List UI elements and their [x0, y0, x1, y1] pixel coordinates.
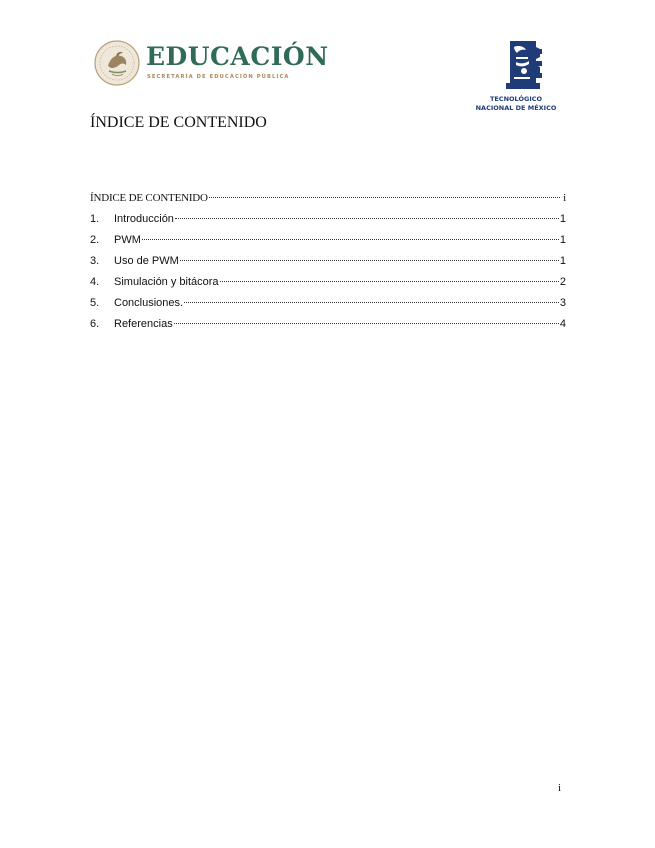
- toc-entry-number: 2.: [90, 234, 100, 246]
- toc-entry-number: 5.: [90, 297, 100, 309]
- toc-entry[interactable]: [90, 209, 566, 230]
- toc-entry[interactable]: [90, 230, 566, 251]
- toc-entry-number: 4.: [90, 276, 100, 288]
- sep-subtitle: SECRETARÍA DE EDUCACIÓN PÚBLICA: [147, 74, 290, 80]
- toc-entry-page: 1: [559, 234, 566, 246]
- toc-entry-page: 2: [559, 276, 566, 288]
- table-of-contents: [90, 188, 566, 335]
- mexican-eagle-seal-icon: [94, 40, 140, 86]
- tecnm-line2: NACIONAL DE MÉXICO: [475, 104, 557, 112]
- toc-entry-number: 6.: [90, 318, 100, 330]
- toc-entry-page: 4: [559, 318, 566, 330]
- page-number: i: [558, 782, 562, 794]
- toc-leader-dots: [220, 275, 559, 282]
- toc-entry-label: PWM: [114, 234, 141, 246]
- toc-entry-page: i: [563, 192, 566, 204]
- toc-entry-label: ÍNDICE DE CONTENIDO: [90, 192, 208, 204]
- toc-entry[interactable]: [90, 188, 566, 209]
- toc-entry-number: 1.: [90, 213, 100, 225]
- toc-entry-page: 1: [559, 255, 566, 267]
- toc-entry-page: 3: [559, 297, 566, 309]
- toc-leader-dots: [142, 233, 559, 240]
- sep-education-logo: [94, 40, 329, 88]
- toc-entry-label: Introducción: [114, 213, 174, 225]
- toc-leader-dots: [175, 212, 559, 219]
- toc-entry[interactable]: [90, 293, 566, 314]
- page-title: ÍNDICE DE CONTENIDO: [90, 114, 267, 131]
- toc-entry-page: 1: [559, 213, 566, 225]
- toc-leader-dots: [209, 191, 560, 198]
- tecnm-name: [466, 95, 566, 113]
- toc-entry-label: Referencias: [114, 318, 173, 330]
- toc-entry[interactable]: [90, 314, 566, 335]
- education-wordmark: EDUCACIÓN: [146, 42, 329, 71]
- toc-entry-label: Simulación y bitácora: [114, 276, 219, 288]
- toc-leader-dots: [180, 254, 559, 261]
- tecnm-logo: [466, 37, 570, 117]
- tecnm-line1: TECNOLÓGICO: [489, 95, 543, 103]
- toc-entry[interactable]: [90, 251, 566, 272]
- toc-leader-dots: [174, 317, 559, 324]
- toc-entry-label: Uso de PWM: [114, 255, 179, 267]
- tecnm-gear-emblem-icon: [502, 37, 544, 91]
- toc-entry[interactable]: [90, 272, 566, 293]
- toc-leader-dots: [184, 296, 559, 303]
- toc-entry-label: Conclusiones.: [114, 297, 184, 309]
- toc-entry-number: 3.: [90, 255, 100, 267]
